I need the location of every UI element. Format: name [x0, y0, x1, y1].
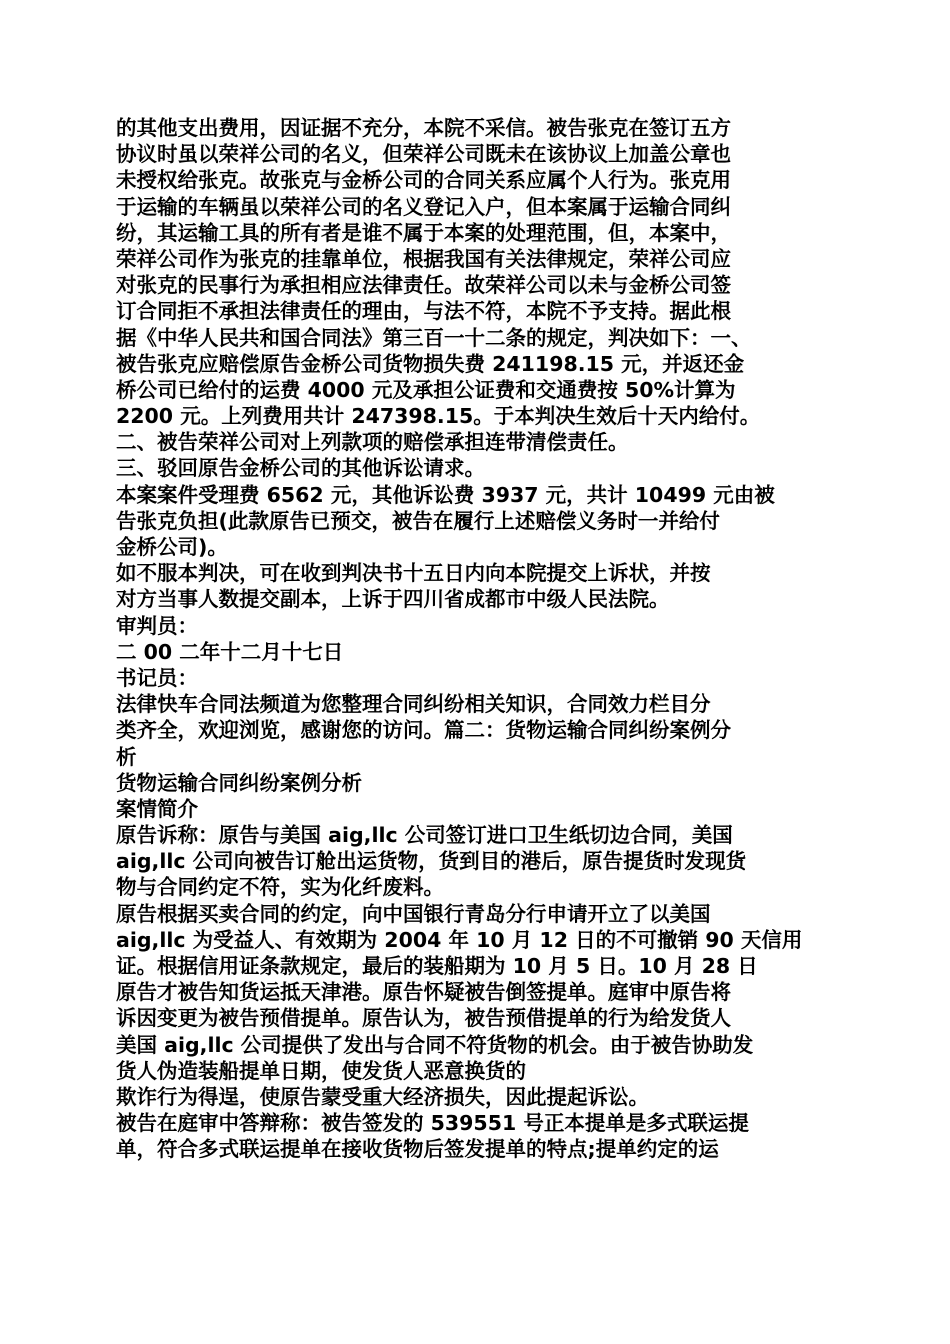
text-line: 三、驳回原告金桥公司的其他诉讼请求。 [116, 456, 485, 481]
text-line: 2200 元。上列费用共计 247398.15。于本判决生效后十天内给付。 [116, 404, 761, 429]
text-line: 单，符合多式联运提单在接收货物后签发提单的特点;提单约定的运 [116, 1137, 719, 1162]
text-line: aig,llc 公司向被告订舱出运货物，货到目的港后，原告提货时发现货 [116, 849, 747, 874]
text-line: 二、被告荣祥公司对上列款项的赔偿承担连带清偿责任。 [116, 430, 629, 455]
text-line: 被告张克应赔偿原告金桥公司货物损失费 241198.15 元，并返还金 [116, 351, 745, 376]
text-line: 物与合同约定不符，实为化纤废料。 [116, 875, 444, 900]
text-line: 书记员： [116, 665, 198, 690]
text-line: 桥公司已给付的运费 4000 元及承担公证费和交通费按 50%计算为 [116, 377, 736, 402]
text-line: 协议时虽以荣祥公司的名义，但荣祥公司既未在该协议上加盖公章也 [116, 142, 731, 167]
text-line: 二 00 二年十二月十七日 [116, 639, 344, 664]
text-line: 原告根据买卖合同的约定，向中国银行青岛分行申请开立了以美国 [116, 901, 711, 926]
text-line: 欺诈行为得逞，使原告蒙受重大经济损失，因此提起诉讼。 [116, 1084, 649, 1109]
text-line: 的其他支出费用，因证据不充分，本院不采信。被告张克在签订五方 [116, 116, 731, 140]
text-line: 法律快车合同法频道为您整理合同纠纷相关知识，合同效力栏目分 [116, 692, 711, 717]
text-line: 析 [116, 744, 137, 769]
text-line: 案情简介 [116, 796, 198, 821]
text-line: 证。根据信用证条款规定，最后的装船期为 10 月 5 日。10 月 28 日 [116, 954, 758, 978]
text-line: 荣祥公司作为张克的挂靠单位，根据我国有关法律规定，荣祥公司应 [116, 246, 731, 271]
text-line: 本案案件受理费 6562 元，其他诉讼费 3937 元，共计 10499 元由被 [116, 482, 775, 507]
text-line: 被告在庭审中答辩称：被告签发的 539551 号正本提单是多式联运提 [116, 1111, 749, 1136]
text-line: 类齐全，欢迎浏览，感谢您的访问。篇二：货物运输合同纠纷案例分 [116, 718, 731, 743]
text-line: 诉因变更为被告预借提单。原告认为，被告预借提单的行为给发货人 [116, 1006, 731, 1031]
text-line: 告张克负担(此款原告已预交，被告在履行上述赔偿义务时一并给付 [116, 508, 720, 533]
text-line: 对张克的民事行为承担相应法律责任。故荣祥公司以未与金桥公司签 [116, 273, 731, 298]
text-line: 金桥公司)。 [116, 535, 228, 559]
text-line: 货物运输合同纠纷案例分析 [116, 770, 362, 795]
document-body [116, 115, 836, 1163]
text-line: 订合同拒不承担法律责任的理由，与法不符，本院不予支持。据此根 [116, 299, 731, 324]
text-line: 原告才被告知货运抵天津港。原告怀疑被告倒签提单。庭审中原告将 [116, 980, 731, 1005]
text-line: 原告诉称：原告与美国 aig,llc 公司签订进口卫生纸切边合同，美国 [116, 823, 733, 848]
text-line: 如不服本判决，可在收到判决书十五日内向本院提交上诉状，并按 [116, 561, 711, 586]
text-line: aig,llc 为受益人、有效期为 2004 年 10 月 12 日的不可撤销 90 天信用 [116, 927, 803, 952]
text-line: 纷，其运输工具的所有者是谁不属于本案的处理范围，但，本案中， [116, 220, 731, 245]
text-line: 货人伪造装船提单日期，使发货人恶意换货的 [116, 1058, 526, 1083]
text-line: 审判员： [116, 613, 198, 638]
text-line: 美国 aig,llc 公司提供了发出与合同不符货物的机会。由于被告协助发 [116, 1032, 754, 1057]
text-line: 据《中华人民共和国合同法》第三百一十二条的规定，判决如下：一、 [116, 325, 752, 350]
text-line: 于运输的车辆虽以荣祥公司的名义登记入户，但本案属于运输合同纠 [116, 194, 731, 219]
text-line: 对方当事人数提交副本，上诉于四川省成都市中级人民法院。 [116, 587, 670, 612]
text-line: 未授权给张克。故张克与金桥公司的合同关系应属个人行为。张克用 [116, 168, 731, 193]
